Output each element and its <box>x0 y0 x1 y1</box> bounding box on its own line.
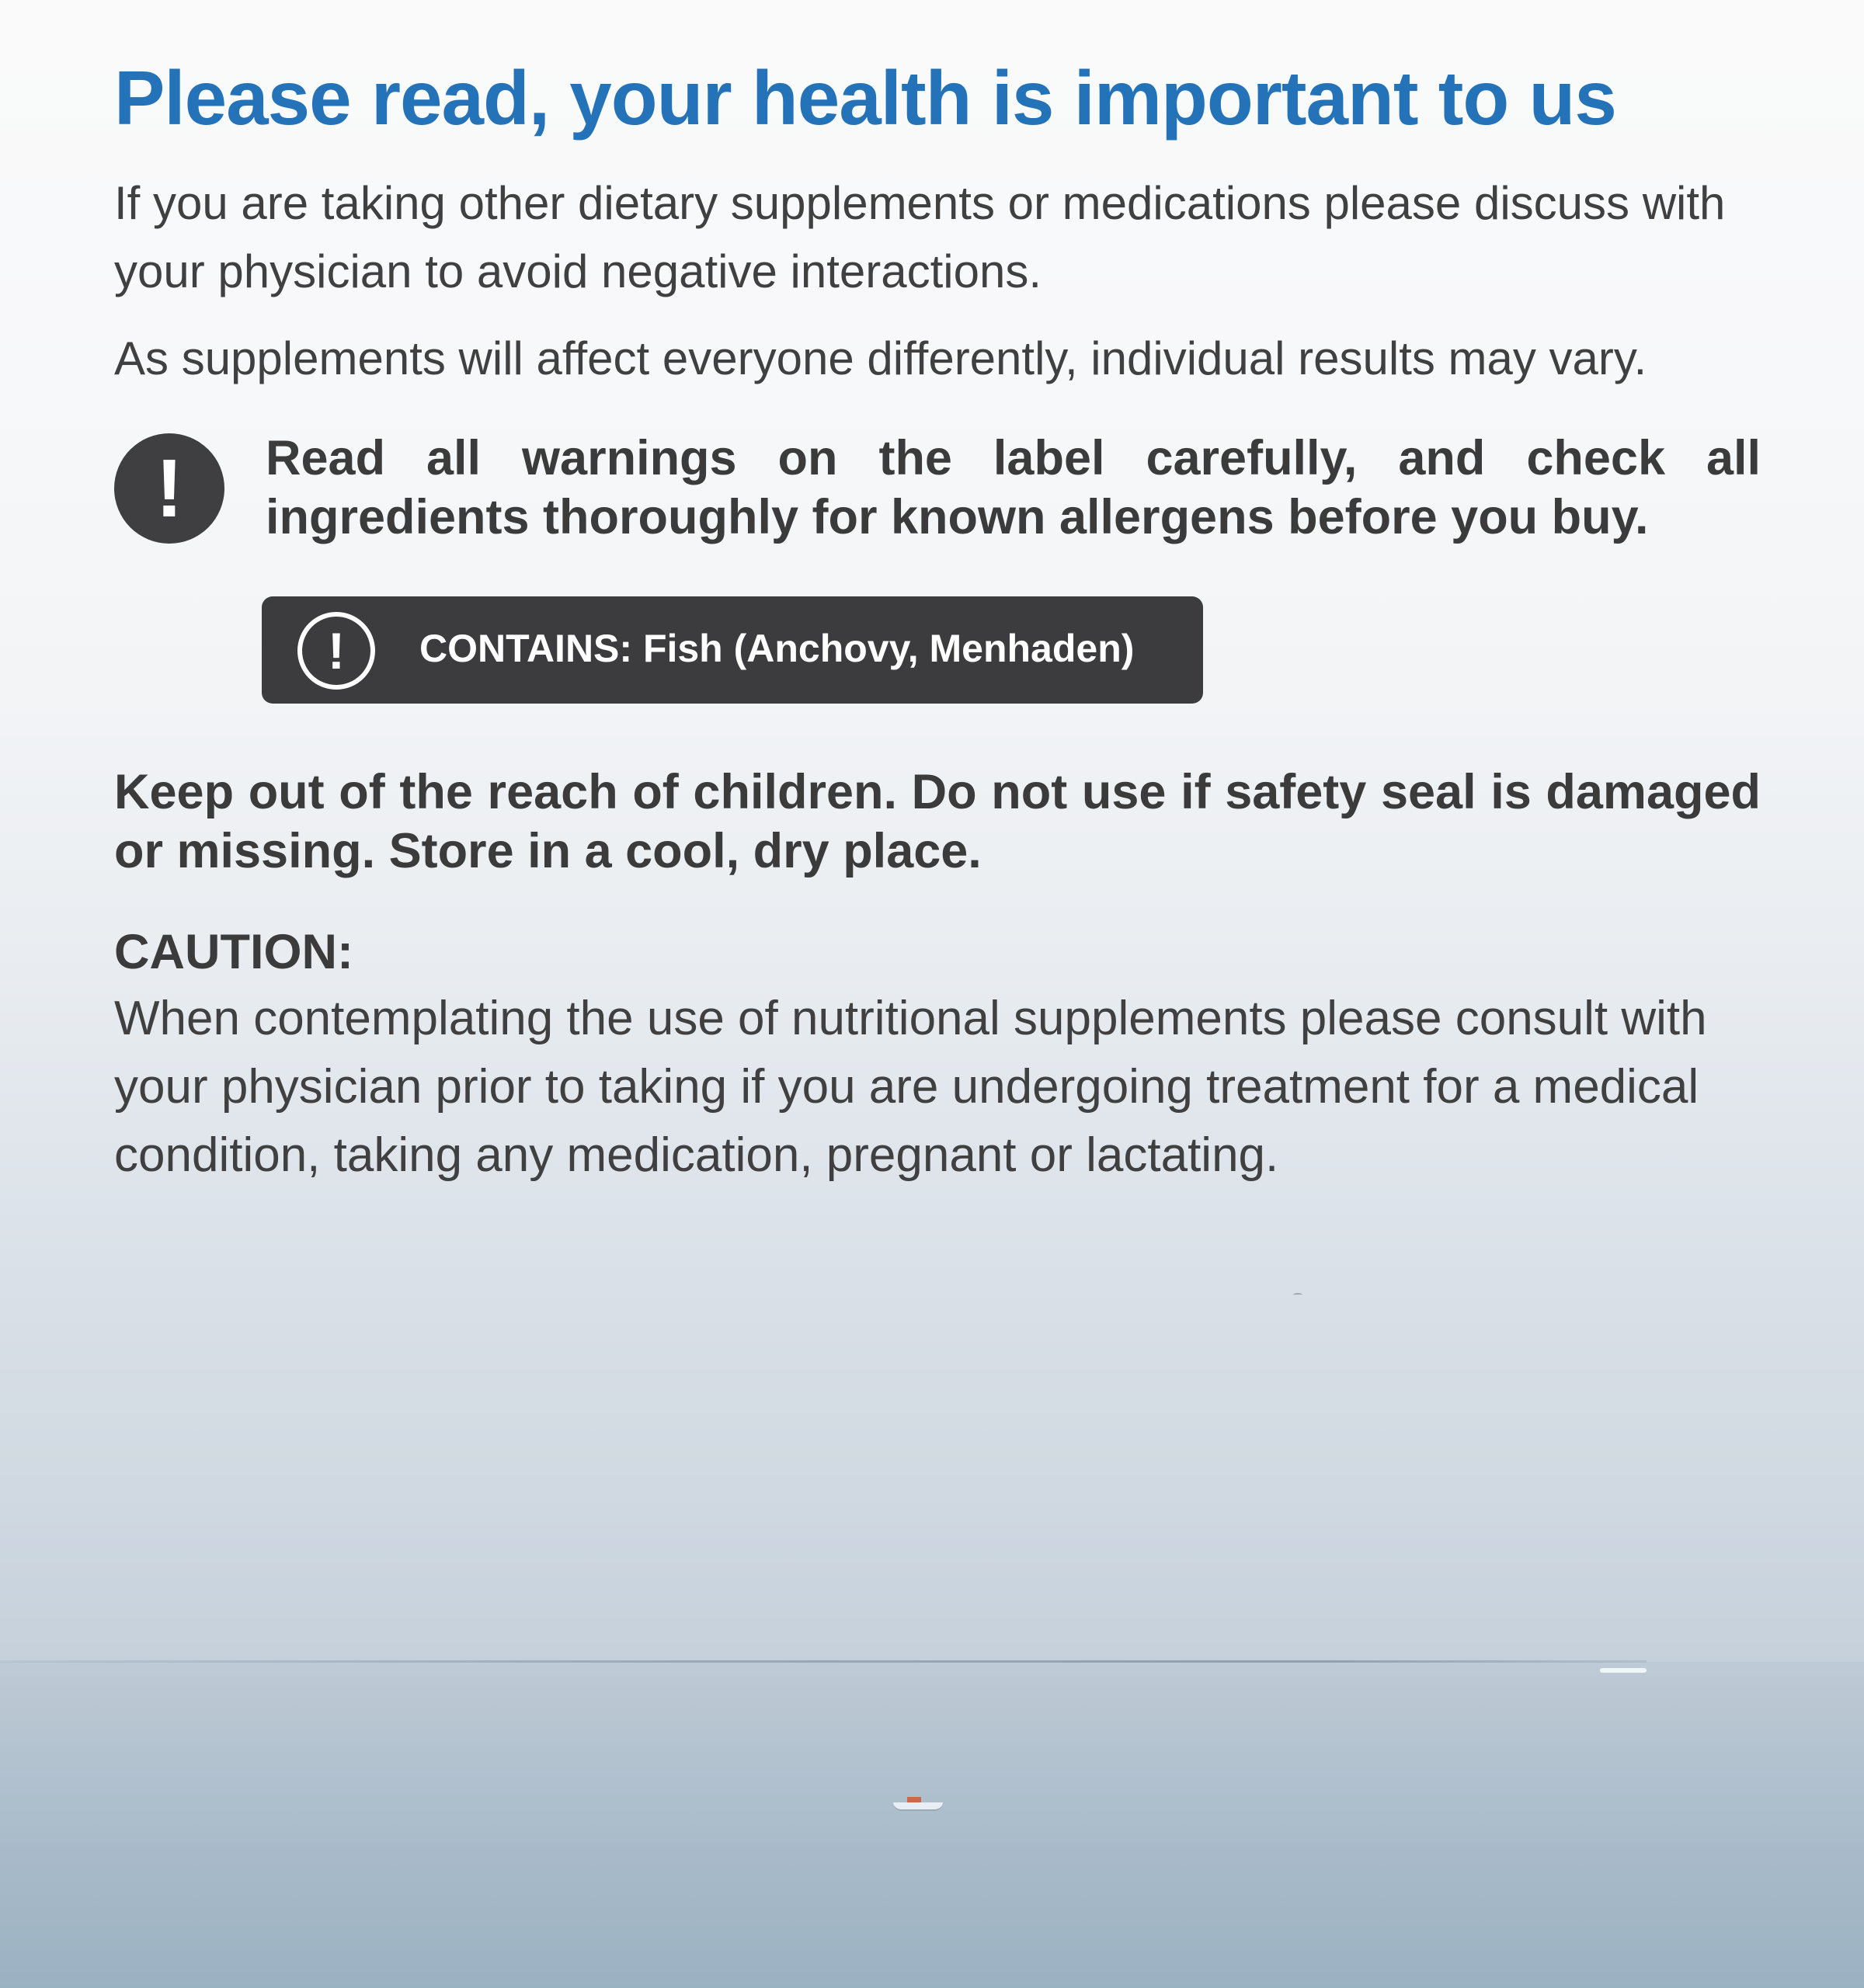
sea-background <box>0 1662 1864 1988</box>
warning-text: Read all warnings on the label carefully, and check all ingredients thoroughly for known allergens before you buy. <box>266 431 1761 544</box>
horizon-line <box>0 1660 1647 1663</box>
storage-instructions: Keep out of the reach of children. Do not use if safety seal is damaged or missing. Store in a cool, dry place. <box>114 765 1761 878</box>
allergen-badge <box>262 596 1203 704</box>
exclamation-icon: ! <box>114 433 224 544</box>
allergen-text: CONTAINS: Fish (Anchovy, Menhaden) <box>419 627 1135 670</box>
speedboat-image <box>1600 1668 1647 1673</box>
exclamation-circle-icon: ! <box>297 612 375 690</box>
bird-image <box>1293 1293 1302 1297</box>
page-title: Please read, your health is important to us <box>114 55 1616 141</box>
fishing-boat-image <box>893 1797 943 1811</box>
interactions-paragraph: If you are taking other dietary supplements or medications please discuss with your physician to avoid negative interactions. <box>114 177 1726 297</box>
results-paragraph: As supplements will affect everyone differently, individual results may vary. <box>114 332 1647 384</box>
caution-heading: CAUTION: <box>114 925 353 979</box>
caution-body: When contemplating the use of nutritional supplements please consult with your physician prior to taking if you are undergoing treatment for a medical condition, taking any medication, pregnant or lactating. <box>114 992 1707 1182</box>
